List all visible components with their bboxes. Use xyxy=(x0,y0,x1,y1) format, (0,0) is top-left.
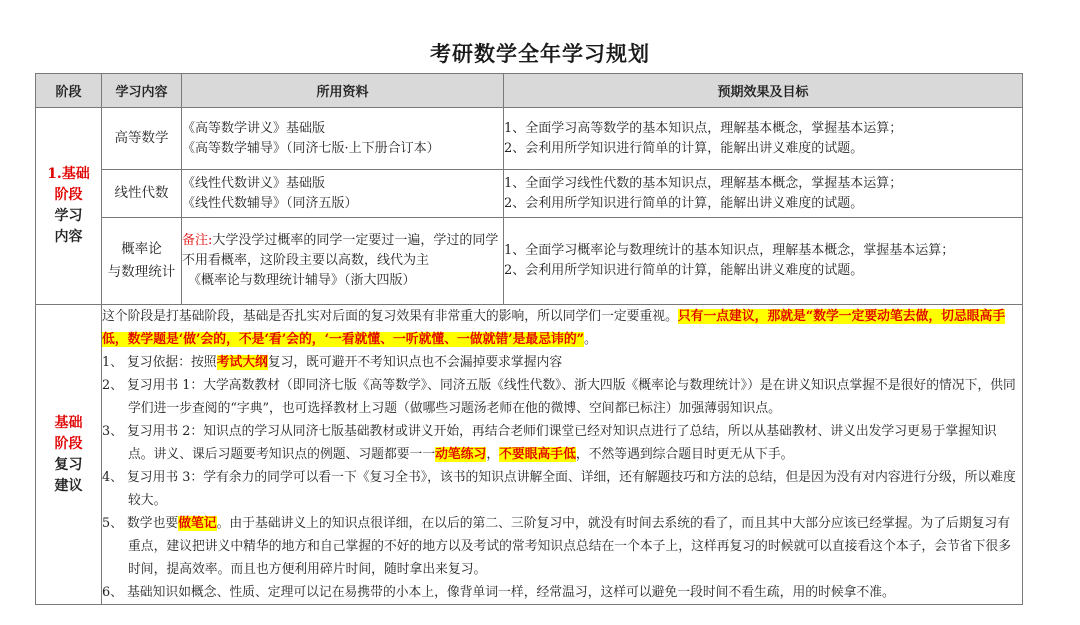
header-content: 学习内容 xyxy=(102,74,182,108)
advice-item-3 xyxy=(102,420,1022,466)
stage-1-name: 阶段 xyxy=(54,187,83,203)
goal-item: 2、会利用所学知识进行简单的计算，能解出讲义难度的试题。 xyxy=(504,263,864,278)
materials-cell xyxy=(182,170,504,218)
advice-highlight: 做笔记 xyxy=(178,516,217,531)
goal-item: 2、会利用所学知识进行简单的计算，能解出讲义难度的试题。 xyxy=(504,195,864,211)
material-item: 《概率论与数理统计辅导》（浙大四版） xyxy=(188,273,416,288)
stage-2-label: 建议 xyxy=(54,477,83,494)
advice-item-4: 4、 复习用书 3：学有余力的同学可以看一下《复习全书》，该书的知识点讲解全面、详细，还有解题技巧和方法的总结，但是因为没有对内容进行分级，所以难度较大。 xyxy=(102,470,1016,508)
study-plan-table xyxy=(35,73,1023,605)
advice-highlight: 考试大纲 xyxy=(216,355,268,370)
goals-cell xyxy=(504,170,1023,218)
page-title: 考研数学全年学习规划 xyxy=(430,41,650,66)
table-row xyxy=(36,305,1023,605)
stage-1-label: 内容 xyxy=(54,229,83,245)
advice-text: 1、 复习依据：按照 xyxy=(102,355,217,370)
advice-text: 复习，既可避开不考知识点也不会漏掉要求掌握内容 xyxy=(267,355,563,370)
material-item: 《线性代数讲义》基础版 xyxy=(182,175,326,191)
table-row xyxy=(36,218,1023,305)
stage-1-label: 学习 xyxy=(54,208,83,224)
materials-cell xyxy=(182,108,504,170)
header-stage: 阶段 xyxy=(36,74,102,108)
goal-item: 1、全面学习高等数学的基本知识点，理解基本概念，掌握基本运算； xyxy=(504,120,903,136)
goals-cell xyxy=(504,108,1023,170)
advice-text: ， xyxy=(486,447,500,462)
header-materials: 所用资料 xyxy=(182,74,504,108)
subject-cell: 线性代数 xyxy=(102,170,182,218)
advice-item-2: 2、 复习用书 1：大学高数教材（即同济七版《高等数学》、同济五版《线性代数》、浙大四版《概率论与数理统计》）是在讲义知识点掌握不是很好的情况下，供同学们进一步查阅的“字典”，也可选择教材上习题（做哪些习题汤老师在他的微博、空间都已标注）加强薄弱知识点。 xyxy=(102,378,1016,416)
stage-1-name: 1.基础 xyxy=(47,166,90,182)
advice-highlight: 动笔练习 xyxy=(435,447,487,462)
note-text: 大学没学过概率的同学一定要过一遍，学过的同学不用看概率，这阶段主要以高数，线代为主 xyxy=(182,233,499,268)
advice-item-5 xyxy=(102,512,1022,581)
stage-2-name: 阶段 xyxy=(54,435,83,452)
stage-1-cell xyxy=(36,108,102,305)
header-row xyxy=(36,74,1023,108)
subject-line: 与数理统计 xyxy=(107,264,176,280)
intro-text: 这个阶段是打基础阶段，基础是否扎实对后面的复习效果有非常重大的影响，所以同学们一定要重视。 xyxy=(102,309,678,324)
goal-item: 2、会利用所学知识进行简单的计算，能解出讲义难度的试题。 xyxy=(504,140,864,156)
advice-text: 5、 数学也要 xyxy=(102,516,179,531)
material-item: 《高等数学讲义》基础版 xyxy=(182,120,326,136)
advice-highlight: 不要眼高手低 xyxy=(499,447,576,462)
advice-text: ，不然等遇到综合题目时更无从下手。 xyxy=(575,447,794,462)
goal-item: 1、全面学习概率论与数理统计的基本知识点，理解基本概念，掌握基本运算； xyxy=(504,243,955,258)
advice-item-6: 6、 基础知识如概念、性质、定理可以记在易携带的小本上，像背单词一样，经常温习，这样可以避免一段时间不看生疏，用的时候拿不准。 xyxy=(102,585,895,600)
stage-2-name: 基础 xyxy=(54,414,83,431)
note-label: 备注: xyxy=(182,233,213,248)
stage-2-label: 复习 xyxy=(54,456,83,473)
advice-text: 3、 复习用书 2：知识点的学习从同济七版基础教材或讲义开始，再结合老师们课堂已经对知识点进行了总结，所以从基础教材、讲义出发学习更易于掌握知识点。讲义、课后习题要考知识点的例题、习题都要一一 xyxy=(102,424,997,462)
stage-2-cell xyxy=(36,305,102,605)
goal-item: 1、全面学习线性代数的基本知识点，理解基本概念，掌握基本运算； xyxy=(504,175,903,191)
table-row xyxy=(36,170,1023,218)
goals-cell xyxy=(504,218,1023,305)
material-item: 《线性代数辅导》（同济五版） xyxy=(182,195,358,211)
subject-line: 概率论 xyxy=(121,241,162,257)
advice-cell xyxy=(102,305,1023,605)
material-item: 《高等数学辅导》（同济七版·上下册合订本） xyxy=(182,140,440,156)
advice-item-1 xyxy=(102,351,1022,374)
intro-highlight: 只有一点建议，那就是“数学一定要动笔去做，切忌眼高手低，数学题是‘做’会的，不是‘看’会的，‘一看就懂、一听就懂、一做就错’是最忌讳的” xyxy=(102,309,1006,347)
note-paragraph xyxy=(182,231,503,271)
subject-cell: 高等数学 xyxy=(102,108,182,170)
advice-text: 。由于基础讲义上的知识点很详细，在以后的第二、三阶复习中，就没有时间去系统的看了，而且其中大部分应该已经掌握。为了后期复习有重点，建议把讲义中精华的地方和自己掌握的不好的地方以及考试的常考知识点总结在一个本子上，这样再复习的时候就可以直接看这个本子，会节省下很多时间，提高效率。而且也方便利用碎片时间，随时拿出来复习。 xyxy=(128,516,1011,577)
subject-cell xyxy=(102,218,182,305)
advice-intro xyxy=(102,305,1022,351)
materials-cell xyxy=(182,218,504,305)
header-goals: 预期效果及目标 xyxy=(504,74,1023,108)
table-row xyxy=(36,108,1023,170)
intro-end: 。 xyxy=(583,332,597,347)
